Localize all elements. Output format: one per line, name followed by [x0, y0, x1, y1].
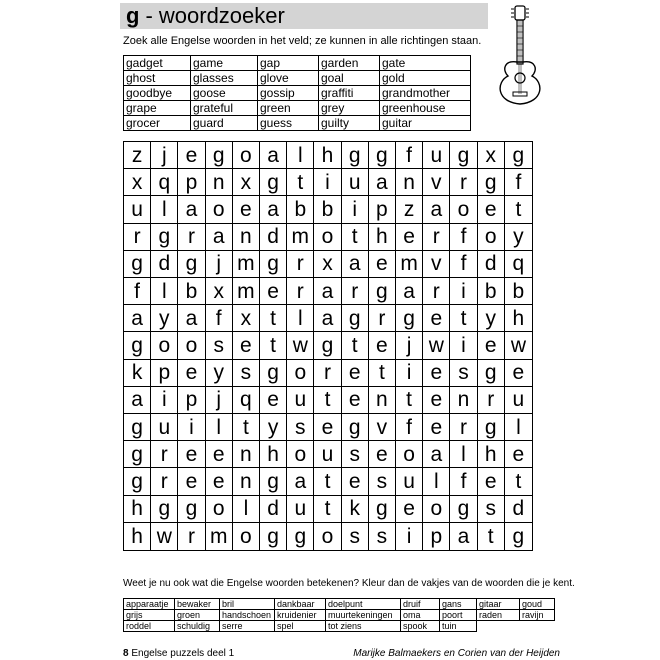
word-list-item: grandmother — [380, 86, 471, 101]
grid-cell[interactable]: d — [151, 251, 178, 278]
grid-cell[interactable]: i — [396, 360, 423, 387]
grid-cell[interactable]: e — [423, 387, 450, 414]
meaning-item[interactable]: druif — [401, 599, 440, 610]
grid-cell[interactable]: e — [396, 224, 423, 251]
grid-cell[interactable]: p — [369, 196, 396, 223]
grid-cell[interactable]: s — [369, 468, 396, 495]
word-list-item: gap — [258, 56, 319, 71]
grid-cell[interactable]: o — [233, 523, 260, 550]
grid-cell[interactable]: e — [178, 468, 205, 495]
grid-cell[interactable]: t — [260, 332, 287, 359]
grid-cell[interactable]: o — [314, 224, 341, 251]
grid-cell[interactable]: u — [505, 387, 532, 414]
grid-cell[interactable]: o — [178, 332, 205, 359]
grid-cell[interactable]: a — [369, 169, 396, 196]
grid-cell[interactable]: l — [423, 468, 450, 495]
grid-cell[interactable]: a — [260, 196, 287, 223]
grid-cell[interactable]: a — [287, 468, 314, 495]
grid-cell[interactable]: s — [233, 360, 260, 387]
grid-cell[interactable]: f — [206, 305, 233, 332]
grid-cell[interactable]: g — [124, 414, 151, 441]
guitar-icon — [492, 4, 550, 108]
grid-cell[interactable]: e — [314, 414, 341, 441]
word-search-grid — [123, 141, 533, 551]
word-list-item: gate — [380, 56, 471, 71]
grid-cell[interactable]: u — [342, 169, 369, 196]
grid-cell[interactable]: a — [314, 305, 341, 332]
grid-cell[interactable]: z — [396, 196, 423, 223]
grid-cell[interactable]: i — [342, 196, 369, 223]
grid-cell[interactable]: a — [423, 441, 450, 468]
word-list-item: goodbye — [124, 86, 191, 101]
grid-cell[interactable]: r — [342, 278, 369, 305]
grid-cell[interactable]: o — [287, 360, 314, 387]
word-list-table — [123, 55, 471, 131]
grid-cell[interactable]: y — [206, 360, 233, 387]
word-list-item: grateful — [191, 101, 258, 116]
grid-cell[interactable]: s — [206, 332, 233, 359]
grid-cell[interactable]: i — [450, 278, 477, 305]
grid-cell[interactable]: q — [233, 387, 260, 414]
word-list-item: grey — [319, 101, 380, 116]
grid-cell[interactable]: e — [423, 360, 450, 387]
grid-cell[interactable]: f — [396, 142, 423, 169]
word-list-item: glove — [258, 71, 319, 86]
grid-cell[interactable]: m — [233, 251, 260, 278]
grid-cell[interactable]: i — [178, 414, 205, 441]
meaning-item[interactable]: dankbaar — [275, 599, 326, 610]
grid-cell[interactable]: x — [206, 278, 233, 305]
grid-cell[interactable]: o — [233, 142, 260, 169]
grid-cell[interactable]: e — [369, 251, 396, 278]
grid-cell[interactable]: r — [287, 251, 314, 278]
grid-cell[interactable]: w — [423, 332, 450, 359]
grid-cell[interactable]: o — [287, 441, 314, 468]
grid-cell[interactable]: e — [505, 441, 532, 468]
grid-cell[interactable]: f — [450, 224, 477, 251]
meaning-item[interactable]: muurtekeningen — [326, 610, 401, 621]
grid-cell[interactable]: o — [423, 496, 450, 523]
word-list-item: goose — [191, 86, 258, 101]
grid-cell[interactable]: e — [233, 196, 260, 223]
grid-cell[interactable]: x — [233, 305, 260, 332]
grid-cell[interactable]: j — [206, 251, 233, 278]
grid-cell[interactable]: e — [206, 441, 233, 468]
grid-cell[interactable]: e — [478, 332, 505, 359]
grid-cell[interactable]: g — [369, 496, 396, 523]
grid-cell[interactable]: s — [287, 414, 314, 441]
word-list-item: greenhouse — [380, 101, 471, 116]
grid-cell[interactable]: g — [260, 360, 287, 387]
grid-cell[interactable]: l — [206, 414, 233, 441]
meaning-item[interactable]: grijs — [124, 610, 175, 621]
grid-cell[interactable]: r — [178, 224, 205, 251]
word-list-item: green — [258, 101, 319, 116]
title-letter: g — [126, 3, 140, 28]
grid-cell[interactable]: r — [151, 441, 178, 468]
grid-cell[interactable]: a — [260, 142, 287, 169]
grid-cell[interactable]: s — [450, 360, 477, 387]
grid-cell[interactable]: e — [423, 414, 450, 441]
grid-cell[interactable]: u — [287, 496, 314, 523]
grid-cell[interactable]: t — [342, 224, 369, 251]
word-list-item: ghost — [124, 71, 191, 86]
grid-cell[interactable]: n — [369, 387, 396, 414]
grid-cell[interactable]: k — [342, 496, 369, 523]
grid-cell[interactable]: b — [505, 278, 532, 305]
grid-cell[interactable]: y — [260, 414, 287, 441]
meaning-item[interactable]: goud — [520, 599, 555, 610]
grid-cell[interactable]: g — [342, 414, 369, 441]
meaning-item[interactable]: oma — [401, 610, 440, 621]
grid-cell[interactable]: g — [450, 496, 477, 523]
grid-cell[interactable]: i — [396, 523, 423, 550]
page-number: 8 — [123, 648, 129, 659]
grid-cell[interactable]: n — [396, 169, 423, 196]
grid-cell[interactable]: z — [124, 142, 151, 169]
grid-cell[interactable]: l — [450, 441, 477, 468]
grid-cell[interactable]: g — [260, 169, 287, 196]
grid-cell[interactable]: a — [178, 196, 205, 223]
word-list-row — [124, 71, 471, 86]
grid-cell[interactable]: a — [206, 224, 233, 251]
grid-cell[interactable]: n — [233, 468, 260, 495]
grid-cell[interactable]: f — [505, 169, 532, 196]
grid-cell[interactable]: t — [314, 496, 341, 523]
grid-cell[interactable]: r — [124, 224, 151, 251]
grid-cell[interactable]: x — [314, 251, 341, 278]
grid-cell[interactable]: r — [423, 224, 450, 251]
grid-cell[interactable]: r — [478, 387, 505, 414]
grid-cell[interactable]: t — [314, 468, 341, 495]
grid-cell[interactable]: g — [151, 224, 178, 251]
grid-cell[interactable]: q — [505, 251, 532, 278]
meaning-item[interactable]: doelpunt — [326, 599, 401, 610]
grid-cell[interactable]: a — [396, 278, 423, 305]
grid-cell[interactable]: g — [260, 251, 287, 278]
grid-cell[interactable]: d — [478, 251, 505, 278]
grid-cell[interactable]: w — [151, 523, 178, 550]
grid-cell[interactable]: s — [342, 523, 369, 550]
meaning-item[interactable]: schuldig — [175, 621, 220, 632]
meaning-item[interactable]: groen — [175, 610, 220, 621]
grid-cell[interactable]: x — [124, 169, 151, 196]
grid-cell[interactable]: s — [369, 523, 396, 550]
meaning-item[interactable]: ravijn — [520, 610, 555, 621]
meanings-row — [124, 610, 555, 621]
grid-cell[interactable]: r — [450, 414, 477, 441]
grid-cell[interactable]: e — [206, 468, 233, 495]
grid-cell[interactable]: s — [478, 496, 505, 523]
instruction-text: Zoek alle Engelse woorden in het veld; ze kunnen in alle richtingen staan. — [123, 35, 482, 47]
word-list-item: graffiti — [319, 86, 380, 101]
grid-cell[interactable]: u — [151, 414, 178, 441]
grid-cell[interactable]: e — [342, 468, 369, 495]
grid-cell[interactable]: e — [369, 441, 396, 468]
grid-cell[interactable]: g — [342, 142, 369, 169]
grid-cell[interactable]: e — [260, 278, 287, 305]
grid-cell[interactable]: g — [369, 142, 396, 169]
grid-cell[interactable]: e — [478, 196, 505, 223]
grid-cell[interactable]: v — [423, 169, 450, 196]
grid-cell[interactable]: h — [505, 305, 532, 332]
word-list-item: grape — [124, 101, 191, 116]
grid-cell[interactable]: h — [260, 441, 287, 468]
meaning-item[interactable]: serre — [220, 621, 275, 632]
grid-cell[interactable]: n — [233, 224, 260, 251]
grid-cell[interactable]: a — [314, 278, 341, 305]
grid-cell[interactable]: o — [314, 523, 341, 550]
grid-cell[interactable]: u — [287, 387, 314, 414]
grid-cell[interactable]: o — [450, 196, 477, 223]
grid-cell[interactable]: l — [233, 496, 260, 523]
grid-cell[interactable]: m — [206, 523, 233, 550]
footer-authors: Marijke Balmaekers en Corien van der Heijden — [353, 648, 560, 659]
grid-cell[interactable]: t — [260, 305, 287, 332]
grid-cell[interactable]: g — [124, 441, 151, 468]
grid-cell[interactable]: i — [450, 332, 477, 359]
grid-cell[interactable]: x — [478, 142, 505, 169]
word-list-item: grocer — [124, 116, 191, 131]
grid-cell[interactable]: t — [505, 468, 532, 495]
grid-cell[interactable]: w — [287, 332, 314, 359]
grid-cell[interactable]: h — [369, 224, 396, 251]
grid-cell[interactable]: t — [478, 523, 505, 550]
grid-cell[interactable]: g — [314, 332, 341, 359]
word-list-row — [124, 86, 471, 101]
grid-cell[interactable]: b — [287, 196, 314, 223]
meaning-item[interactable]: kruidenier — [275, 610, 326, 621]
grid-cell[interactable]: r — [423, 278, 450, 305]
grid-cell[interactable]: g — [342, 305, 369, 332]
grid-cell[interactable]: g — [124, 468, 151, 495]
question-text: Weet je nu ook wat die Engelse woorden betekenen? Kleur dan de vakjes van de woorden die je kent. — [123, 578, 575, 589]
grid-cell[interactable]: r — [314, 360, 341, 387]
grid-cell[interactable]: o — [478, 224, 505, 251]
grid-cell[interactable]: o — [206, 496, 233, 523]
meaning-item[interactable]: spook — [401, 621, 440, 632]
grid-cell[interactable]: e — [178, 360, 205, 387]
meanings-row — [124, 599, 555, 610]
word-list-item: glasses — [191, 71, 258, 86]
meaning-item[interactable] — [477, 621, 520, 632]
grid-cell[interactable]: t — [505, 196, 532, 223]
grid-cell[interactable]: a — [124, 305, 151, 332]
grid-cell[interactable]: t — [396, 387, 423, 414]
grid-cell[interactable]: g — [478, 360, 505, 387]
grid-cell[interactable]: e — [260, 387, 287, 414]
grid-cell[interactable]: m — [233, 278, 260, 305]
grid-cell[interactable]: j — [206, 387, 233, 414]
word-list-item: game — [191, 56, 258, 71]
grid-cell[interactable]: g — [206, 142, 233, 169]
grid-cell[interactable]: g — [512, 524, 525, 548]
grid-cell[interactable]: i — [314, 169, 341, 196]
grid-cell[interactable]: g — [450, 142, 477, 169]
grid-cell[interactable]: d — [505, 496, 532, 523]
meanings-table — [123, 598, 555, 632]
grid-cell[interactable]: g — [396, 305, 423, 332]
grid-cell[interactable]: u — [423, 142, 450, 169]
word-list-row — [124, 116, 471, 131]
grid-cell[interactable]: k — [124, 360, 151, 387]
grid-cell[interactable]: v — [369, 414, 396, 441]
grid-cell[interactable]: h — [124, 523, 151, 550]
word-list-item: guard — [191, 116, 258, 131]
grid-cell[interactable]: r — [450, 169, 477, 196]
grid-cell[interactable]: g — [260, 468, 287, 495]
grid-cell[interactable]: n — [450, 387, 477, 414]
grid-cell[interactable]: d — [260, 496, 287, 523]
grid-cell[interactable]: e — [178, 142, 205, 169]
grid-cell[interactable]: h — [124, 496, 151, 523]
grid-cell[interactable]: g — [178, 251, 205, 278]
grid-cell[interactable]: t — [369, 360, 396, 387]
meaning-item[interactable]: spel — [275, 621, 326, 632]
grid-cell[interactable]: u — [124, 196, 151, 223]
grid-cell[interactable]: e — [478, 468, 505, 495]
grid-cell[interactable]: l — [287, 305, 314, 332]
grid-cell[interactable]: e — [505, 360, 532, 387]
grid-cell[interactable]: g — [151, 496, 178, 523]
grid-cell[interactable]: r — [151, 468, 178, 495]
grid-cell[interactable]: q — [151, 169, 178, 196]
grid-cell[interactable]: l — [151, 278, 178, 305]
grid-cell[interactable]: a — [342, 251, 369, 278]
book-title: Engelse puzzels deel 1 — [131, 648, 235, 659]
meaning-item[interactable]: roddel — [124, 621, 175, 632]
grid-cell[interactable]: t — [314, 387, 341, 414]
grid-cell[interactable]: g — [478, 169, 505, 196]
grid-cell[interactable]: u — [396, 468, 423, 495]
grid-cell[interactable]: o — [396, 441, 423, 468]
grid-cell[interactable]: e — [233, 332, 260, 359]
grid-cell[interactable]: g — [505, 142, 532, 169]
grid-cell[interactable]: i — [151, 387, 178, 414]
grid-cell[interactable]: h — [314, 142, 341, 169]
footer-left — [123, 648, 234, 659]
page-title: - woordzoeker — [145, 3, 285, 28]
grid-cell[interactable]: g — [369, 278, 396, 305]
grid-cell[interactable]: o — [206, 196, 233, 223]
word-list-item: garden — [319, 56, 380, 71]
grid-cell[interactable]: h — [478, 441, 505, 468]
grid-cell[interactable]: g — [178, 496, 205, 523]
word-list-row — [124, 56, 471, 71]
grid-cell[interactable]: m — [396, 251, 423, 278]
grid-cell[interactable]: a — [450, 523, 477, 550]
word-list-item: guitar — [380, 116, 471, 131]
grid-cell[interactable]: b — [314, 196, 341, 223]
word-list-item: guilty — [319, 116, 380, 131]
grid-cell[interactable]: p — [151, 360, 178, 387]
title-bar — [120, 3, 488, 29]
grid-cell[interactable]: j — [396, 332, 423, 359]
grid-cell[interactable]: t — [233, 414, 260, 441]
grid-cell[interactable]: g — [124, 251, 151, 278]
grid-cell[interactable]: r — [369, 305, 396, 332]
word-list-item: gossip — [258, 86, 319, 101]
grid-cell[interactable]: e — [396, 496, 423, 523]
meaning-item[interactable]: apparaatje — [124, 599, 175, 610]
word-list-item: gadget — [124, 56, 191, 71]
grid-cell[interactable]: s — [342, 441, 369, 468]
grid-cell[interactable]: l — [151, 196, 178, 223]
grid-cell[interactable]: l — [505, 414, 532, 441]
grid-cell[interactable]: f — [450, 251, 477, 278]
grid-cell[interactable]: f — [396, 414, 423, 441]
word-list-item: guess — [258, 116, 319, 131]
grid-cell[interactable]: p — [178, 387, 205, 414]
grid-cell[interactable]: r — [287, 278, 314, 305]
grid-cell[interactable]: d — [260, 224, 287, 251]
grid-cell[interactable]: e — [369, 332, 396, 359]
grid-cell[interactable]: x — [233, 169, 260, 196]
grid-cell[interactable]: j — [151, 142, 178, 169]
meaning-item[interactable]: poort — [440, 610, 477, 621]
grid-cell[interactable]: y — [505, 224, 532, 251]
grid-cell[interactable]: a — [423, 196, 450, 223]
grid-cell[interactable]: y — [478, 305, 505, 332]
grid-cell[interactable]: m — [287, 224, 314, 251]
grid-cell[interactable]: w — [505, 332, 532, 359]
grid-cell[interactable]: n — [233, 441, 260, 468]
grid-cell[interactable]: t — [287, 169, 314, 196]
meaning-item[interactable]: bewaker — [175, 599, 220, 610]
grid-cell[interactable]: p — [178, 169, 205, 196]
grid-cell[interactable]: e — [423, 305, 450, 332]
grid-cell[interactable]: a — [124, 387, 151, 414]
grid-cell[interactable]: f — [450, 468, 477, 495]
meaning-item[interactable]: gans — [440, 599, 477, 610]
word-list-item: gold — [380, 71, 471, 86]
word-list-item: goal — [319, 71, 380, 86]
meanings-row — [124, 621, 555, 632]
meaning-item[interactable]: tuin — [440, 621, 477, 632]
grid-cell[interactable]: b — [178, 278, 205, 305]
grid-cell[interactable]: t — [342, 332, 369, 359]
grid-cell[interactable]: e — [342, 360, 369, 387]
meaning-item[interactable]: bril — [220, 599, 275, 610]
word-list-row — [124, 101, 471, 116]
meaning-item[interactable]: tot ziens — [326, 621, 401, 632]
grid-cell[interactable]: u — [314, 441, 341, 468]
grid-cell[interactable]: p — [423, 523, 450, 550]
grid-cell[interactable]: y — [151, 305, 178, 332]
grid-cell[interactable]: e — [342, 387, 369, 414]
grid-cell[interactable]: v — [423, 251, 450, 278]
grid-cell[interactable]: g — [260, 523, 287, 550]
grid-cell[interactable]: a — [178, 305, 205, 332]
grid-cell[interactable]: g — [287, 523, 314, 550]
grid-cell[interactable]: b — [478, 278, 505, 305]
grid-cell[interactable]: g — [124, 332, 151, 359]
grid-cell[interactable]: g — [478, 414, 505, 441]
meaning-item[interactable]: raden — [477, 610, 520, 621]
grid-cell[interactable]: e — [178, 441, 205, 468]
grid-cell[interactable]: t — [450, 305, 477, 332]
grid-cell[interactable]: l — [287, 142, 314, 169]
grid-cell[interactable]: f — [124, 278, 151, 305]
grid-cell[interactable]: n — [206, 169, 233, 196]
meaning-item[interactable]: handschoen — [220, 610, 275, 621]
grid-cell[interactable]: r — [178, 523, 205, 550]
meaning-item[interactable]: gitaar — [477, 599, 520, 610]
grid-cell[interactable]: o — [151, 332, 178, 359]
meaning-item[interactable] — [520, 621, 555, 632]
